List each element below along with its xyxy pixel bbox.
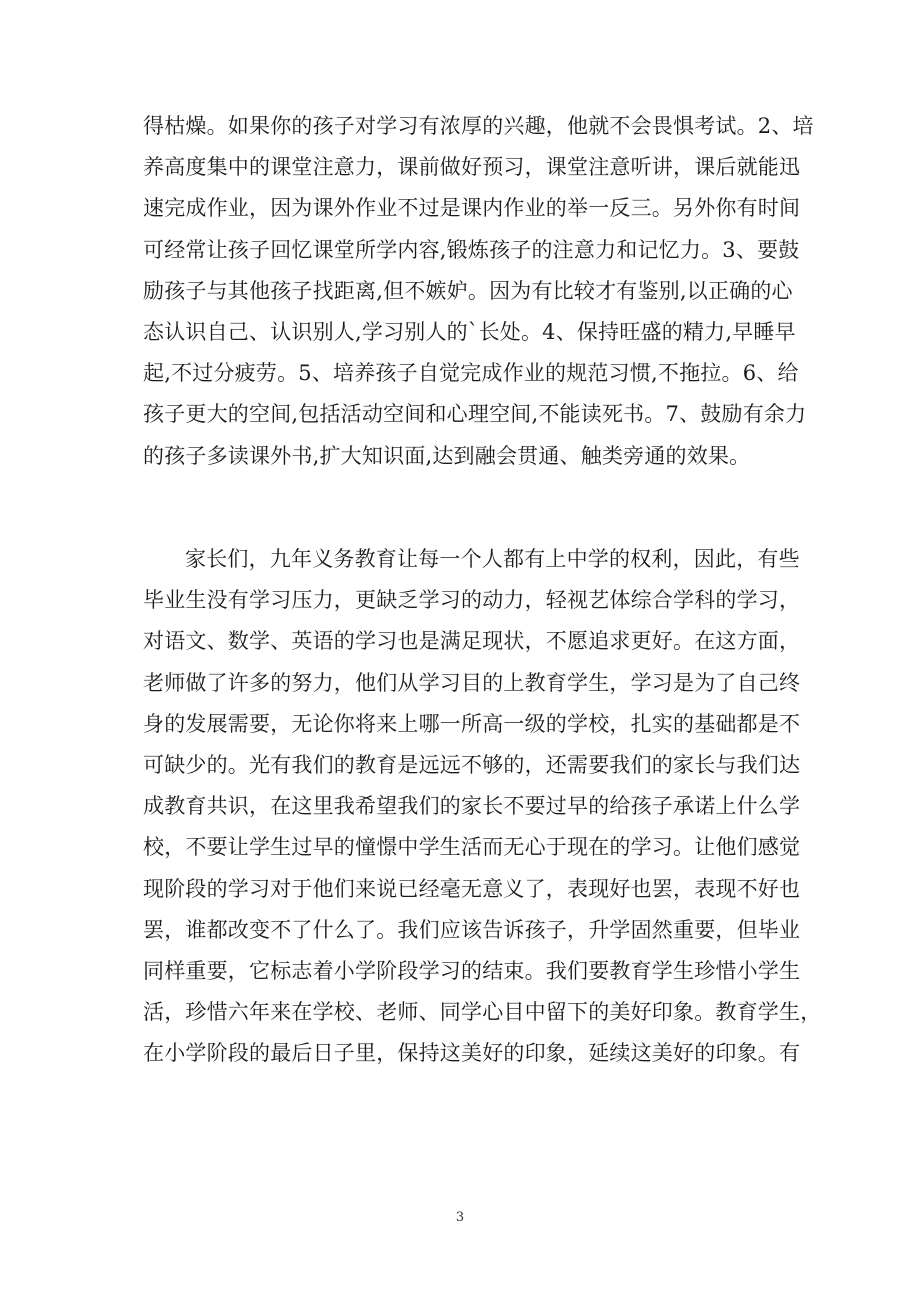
text-line: 可缺少的。光有我们的教育是远远不够的，还需要我们的家长与我们达 [143,752,801,777]
text-line: 成教育共识，在这里我希望我们的家长不要过早的给孩子承诺上什么学 [143,794,801,819]
paragraph-2 [143,539,822,1074]
page-number: 3 [455,1210,465,1225]
text-line: 孩子更大的空间,包括活动空间和心理空间,不能读死书。7、鼓励有余力 [143,402,807,427]
text-line: 得枯燥。如果你的孩子对学习有浓厚的兴趣，他就不会畏惧考试。2、培 [143,114,814,138]
text-line: 起,不过分疲劳。5、培养孩子自觉完成作业的规范习惯,不拖拉。6、给 [143,361,799,386]
text-line: 可经常让孩子回忆课堂所学内容,锻炼孩子的注意力和记忆力。3、要鼓 [143,237,800,262]
text-line: 的孩子多读课外书,扩大知识面,达到融会贯通、触类旁通的效果。 [143,443,751,468]
text-line: 养高度集中的课堂注意力，课前做好预习，课堂注意听讲，课后就能迅 [143,155,801,180]
text-line: 在小学阶段的最后日子里，保持这美好的印象，延续这美好的印象。有 [143,1041,801,1066]
text-line: 家长们，九年义务教育让每一个人都有上中学的权利，因此，有些 [185,547,800,571]
text-line: 身的发展需要，无论你将来上哪一所高一级的学校，扎实的基础都是不 [143,711,801,736]
text-line: 速完成作业，因为课外作业不过是课内作业的举一反三。另外你有时间 [143,196,801,221]
text-line: 对语文、数学、英语的学习也是满足现状，不愿追求更好。在这方面， [143,629,801,654]
text-line: 态认识自己、认识别人,学习别人的`长处。4、保持旺盛的精力,早睡早 [143,319,796,344]
text-line: 同样重要，它标志着小学阶段学习的结束。我们要教育学生珍惜小学生 [143,958,801,983]
paragraph-1 [143,106,814,477]
text-line: 校，不要让学生过早的憧憬中学生活而无心于现在的学习。让他们感觉 [143,835,801,860]
text-line: 活，珍惜六年来在学校、老师、同学心目中留下的美好印象。教育学生， [143,1000,822,1025]
text-line: 老师做了许多的努力，他们从学习目的上教育学生，学习是为了自己终 [143,670,801,695]
text-line: 现阶段的学习对于他们来说已经毫无意义了，表现好也罢，表现不好也 [143,876,801,901]
text-line: 励孩子与其他孩子找距离,但不嫉妒。因为有比较才有鉴别,以正确的心 [143,278,793,303]
text-line: 毕业生没有学习压力，更缺乏学习的动力，轻视艺体综合学科的学习， [143,588,801,613]
text-line: 罢，谁都改变不了什么了。我们应该告诉孩子，升学固然重要，但毕业 [143,917,801,942]
